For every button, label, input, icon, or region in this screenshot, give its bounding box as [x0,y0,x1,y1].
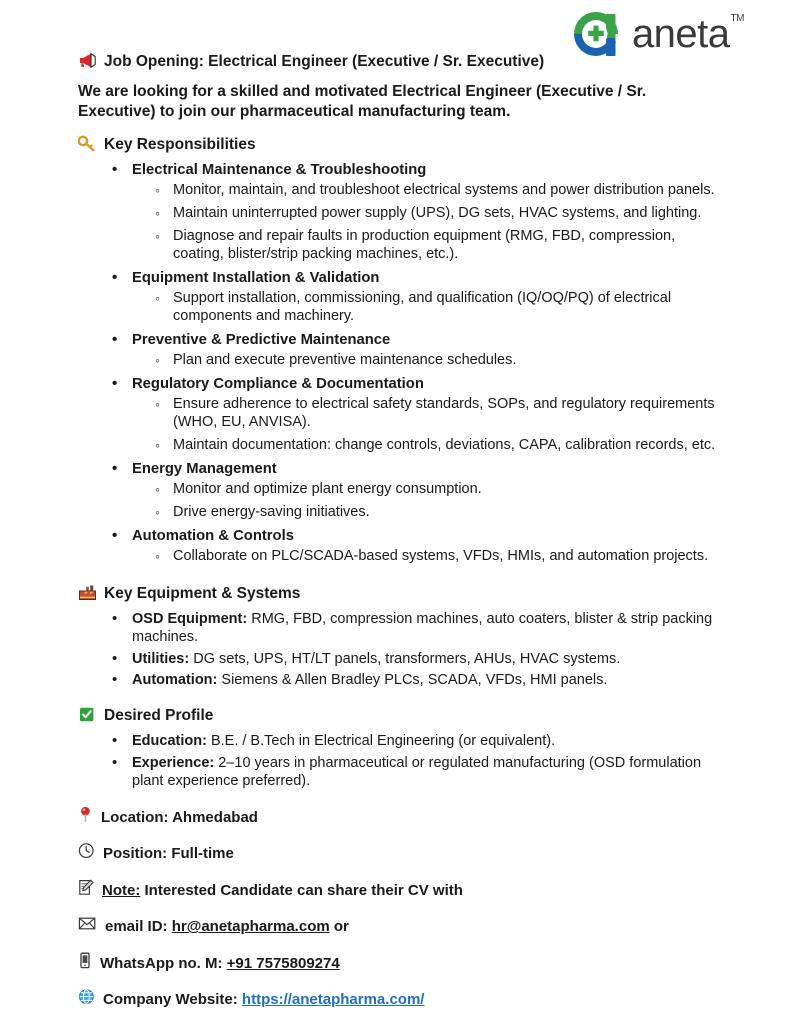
item-label: Utilities: [132,650,190,667]
item-label: Automation: [132,672,218,689]
list-item: ◦ Diagnose and repair faults in production equipment (RMG, FBD, compression, coating, blister/strip packing machines, etc.). [132,228,726,264]
whatsapp-label: WhatsApp no. M: [100,954,227,972]
item-text: B.E. / B.Tech in Electrical Engineering (or equivalent). [206,733,556,750]
email-suffix: or [329,918,349,936]
sub-list [132,481,726,522]
job-title: Job Opening: Electrical Engineer (Executive / Sr. Executive) [104,53,545,70]
profile-list [78,732,726,791]
list-item: ◦ Maintain documentation: change controls, deviations, CAPA, calibration records, etc. [132,437,726,455]
envelope-icon [78,915,97,932]
job-posting-document [78,52,726,1010]
section-heading-text: Desired Profile [104,706,214,724]
item-label: Experience: [132,754,215,771]
mobile-phone-icon [78,952,92,969]
position-text: Position: Full-time [103,845,234,863]
item-text: Siemens & Allen Bradley PLCs, SCADA, VFDs, HMI panels. [217,672,608,689]
group-title: • Automation & Controls [132,528,294,544]
job-title-row [78,52,726,73]
whatsapp-text [100,954,340,974]
megaphone-icon [78,52,97,69]
website-row [78,987,726,1010]
responsibilities-list [78,161,726,565]
list-item [78,610,726,647]
sub-list [132,548,726,566]
list-item: ◦ Drive energy-saving initiatives. [132,504,726,522]
location-text: Location: Ahmedabad [101,808,258,826]
factory-icon [78,584,97,601]
key-icon [78,135,97,152]
item-label: Education: [132,733,207,750]
website-url-link[interactable]: https://anetapharma.com/ [241,991,425,1009]
email-text [105,917,349,937]
list-item [78,460,726,522]
note-text [102,881,463,901]
email-address-link[interactable]: hr@anetapharma.com [171,918,330,936]
list-item: ◦ Support installation, commissioning, and qualification (IQ/OQ/PQ) of electrical components and machinery. [132,290,726,326]
list-item [78,269,726,326]
memo-icon [78,879,94,896]
sub-list [132,290,726,326]
note-body: Interested Candidate can share their CV with [140,881,463,899]
note-label: Note: [102,881,141,899]
section-desired-profile-heading [78,706,726,726]
section-heading-text: Key Equipment & Systems [104,584,301,602]
logo-wordmark: aneta™ [631,12,744,56]
sub-list [132,396,726,455]
check-mark-box-icon [78,706,97,723]
job-intro: We are looking for a skilled and motivated Electrical Engineer (Executive / Sr. Executive) to join our pharmaceutical manufacturing team. [78,82,647,121]
website-text [103,990,424,1010]
section-heading-text: Key Responsibilities [104,136,256,154]
website-label: Company Website: [103,991,242,1009]
sub-list [132,182,726,264]
whatsapp-row [78,951,726,974]
list-item: ◦ Collaborate on PLC/SCADA-based systems, VFDs, HMIs, and automation projects. [132,548,726,566]
item-text: RMG, FBD, compression machines, auto coaters, blister & strip packing machines. [132,610,713,646]
list-item: ◦ Monitor, maintain, and troubleshoot electrical systems and power distribution panels. [132,182,726,200]
location-row [78,805,726,828]
item-label: OSD Equipment: [132,610,248,627]
section-key-responsibilities-heading [78,135,726,155]
list-item: ◦ Maintain uninterrupted power supply (UPS), DG sets, HVAC systems, and lighting. [132,205,726,223]
whatsapp-number-link[interactable]: +91 7575809274 [226,954,340,972]
section-key-equipment-heading [78,584,726,604]
trademark-symbol: TM [730,12,744,24]
email-label: email ID: [105,918,172,936]
item-text: DG sets, UPS, HT/LT panels, transformers, AHUs, HVAC systems. [189,650,621,667]
group-title: • Regulatory Compliance & Documentation [132,376,424,392]
list-item: ◦ Ensure adherence to electrical safety standards, SOPs, and regulatory requirements (WHO, EU, ANVISA). [132,396,726,432]
group-title: • Equipment Installation & Validation [132,270,379,286]
list-item [78,650,726,669]
list-item [78,671,726,690]
list-item [78,754,726,791]
group-title: • Energy Management [132,461,277,477]
equipment-list [78,610,726,690]
location-pin-icon [78,806,93,823]
list-item [78,161,726,264]
list-item [78,527,726,566]
list-item [78,331,726,370]
group-title: • Preventive & Predictive Maintenance [132,332,390,348]
clock-icon [78,842,95,859]
globe-icon [78,988,95,1005]
sub-list [132,352,726,370]
note-row [78,878,726,901]
list-item [78,375,726,455]
position-row [78,841,726,864]
email-row [78,914,726,937]
list-item: ◦ Plan and execute preventive maintenance schedules. [132,352,726,370]
group-title: • Electrical Maintenance & Troubleshooting [132,162,426,178]
list-item: ◦ Monitor and optimize plant energy consumption. [132,481,726,499]
list-item [78,732,726,751]
item-text: 2–10 years in pharmaceutical or regulated manufacturing (OSD formulation plant experience preferred). [132,754,702,790]
